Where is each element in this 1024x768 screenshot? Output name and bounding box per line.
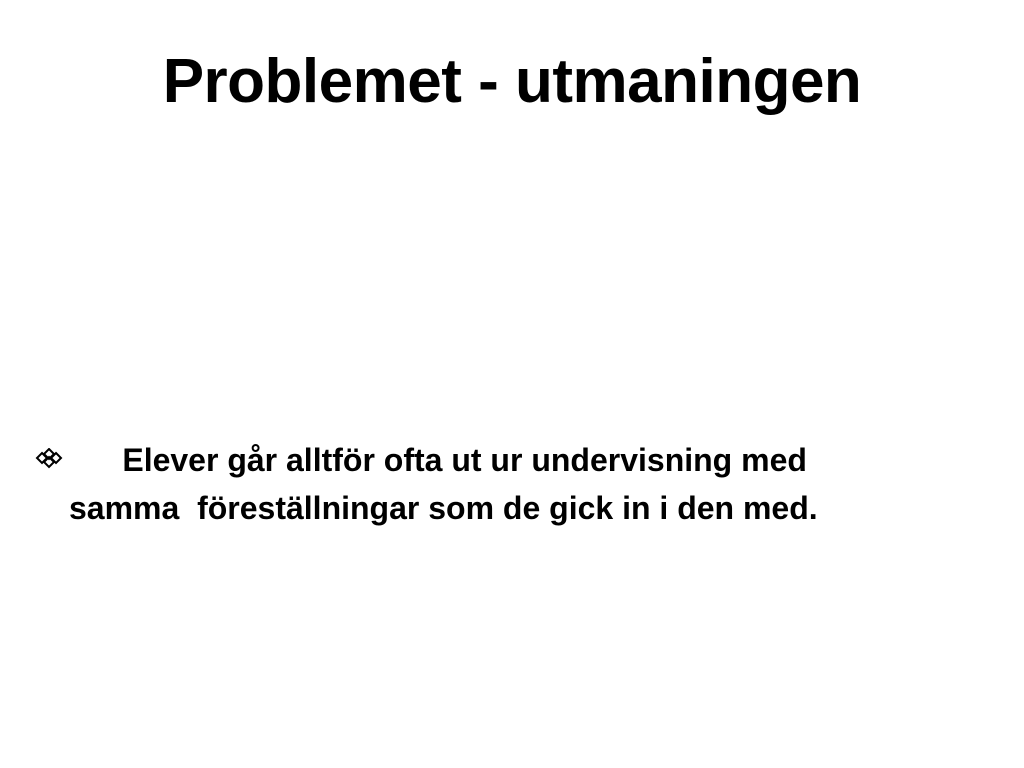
bullet-item — [34, 340, 1004, 580]
bullet-text: Elever går alltför ofta ut ur undervisning med samma föreställningar som de gick in i den med. — [69, 442, 818, 526]
four-diamond-bullet-icon — [34, 352, 64, 374]
bullet-list — [34, 340, 1004, 580]
slide-title: Problemet - utmaningen — [162, 47, 862, 116]
